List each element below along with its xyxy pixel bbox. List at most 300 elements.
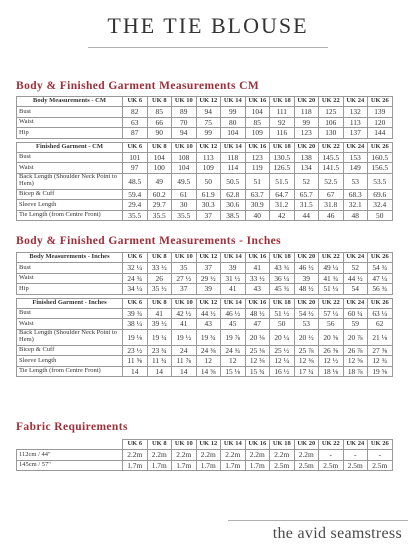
row-label: Hip [17, 284, 123, 294]
measurement-value: 34 ¼ [123, 284, 148, 294]
measurement-value: 20 ⅝ [319, 329, 344, 345]
size-header: UK 6 [123, 440, 148, 450]
size-header: UK 22 [319, 253, 344, 263]
row-label: Waist [17, 273, 123, 283]
measurement-value: 134 [294, 163, 319, 173]
measurement-value: 45 [221, 319, 246, 329]
measurement-value: 41 ¾ [319, 273, 344, 283]
header-blank [17, 440, 123, 450]
measurement-value: 1.7m [147, 460, 172, 470]
measurement-value: 52 [343, 263, 368, 273]
measurement-value: 16 ½ [270, 366, 295, 376]
table-row [17, 284, 393, 294]
measurement-value: 47 [245, 319, 270, 329]
measurement-value: 19 ⅛ [123, 329, 148, 345]
size-header: UK 14 [221, 253, 246, 263]
row-label: 112cm / 44" [17, 450, 123, 460]
measurement-value: 54 ½ [294, 308, 319, 318]
measurement-value: 12 ¾ [368, 356, 393, 366]
measurement-value: 19 ¼ [147, 329, 172, 345]
table-row [17, 460, 393, 470]
header-label: Finished Garment - CM [17, 142, 123, 152]
row-label: Hip [17, 128, 123, 138]
measurement-value: - [343, 450, 368, 460]
measurement-value: 109 [196, 163, 221, 173]
measurement-value: 57 ¼ [319, 308, 344, 318]
size-header: UK 14 [221, 142, 246, 152]
row-label: Bicep & Cuff [17, 189, 123, 199]
measurement-value: 109 [245, 128, 270, 138]
measurement-value: 35 ½ [147, 284, 172, 294]
measurement-value: 106 [319, 117, 344, 127]
section-title-inches: Body & Finished Garment Measurements - Inches [16, 235, 282, 247]
measurement-value: 80 [221, 117, 246, 127]
size-header: UK 8 [147, 142, 172, 152]
measurement-value: 51 [245, 173, 270, 189]
measurement-value: 56 ¾ [368, 284, 393, 294]
size-header: UK 16 [245, 253, 270, 263]
footer-divider [228, 520, 408, 521]
size-header: UK 14 [221, 298, 246, 308]
measurement-value: 24 ¾ [123, 273, 148, 283]
measurement-value: 104 [245, 107, 270, 117]
measurement-value: 24 [172, 345, 197, 355]
size-header: UK 24 [343, 97, 368, 107]
row-label: Bicep & Cuff [17, 345, 123, 355]
measurement-value: 37 [196, 263, 221, 273]
measurement-value: 30 [172, 200, 197, 210]
measurement-value: 1.7m [123, 460, 148, 470]
measurement-value: 60 ¼ [343, 308, 368, 318]
measurement-value: - [319, 450, 344, 460]
measurement-value: 120 [368, 117, 393, 127]
measurement-value: 85 [147, 107, 172, 117]
measurement-value: 2.2m [147, 450, 172, 460]
measurement-value: 18 ⅛ [319, 366, 344, 376]
header-label: Body Measurements - Inches [17, 253, 123, 263]
table-row [17, 173, 393, 189]
measurement-value: 33 ½ [245, 273, 270, 283]
size-header: UK 12 [196, 97, 221, 107]
measurement-value: 1.7m [196, 460, 221, 470]
measurement-value: 62.8 [221, 189, 246, 199]
measurement-value: 2.5m [319, 460, 344, 470]
table-row [17, 128, 393, 138]
measurement-value: 27 ½ [172, 273, 197, 283]
measurement-value: 56 [319, 319, 344, 329]
measurement-value: 59.4 [123, 189, 148, 199]
table-row [17, 152, 393, 162]
measurement-value: 25 ⅛ [245, 345, 270, 355]
size-header: UK 16 [245, 440, 270, 450]
measurement-value: 39 ½ [147, 319, 172, 329]
measurement-value: 63.7 [245, 189, 270, 199]
row-label: Tie Length (from Centre Front) [17, 366, 123, 376]
measurement-value: 20 ½ [294, 329, 319, 345]
table-header-row [17, 253, 393, 263]
measurement-value: 11 ⅝ [123, 356, 148, 366]
measurement-value: 118 [221, 152, 246, 162]
table-row [17, 107, 393, 117]
measurement-value: 12 ¼ [270, 356, 295, 366]
measurement-value: 99 [294, 117, 319, 127]
row-label: Waist [17, 319, 123, 329]
page-title: THE TIE BLOUSE [107, 13, 309, 38]
measurement-value: 69.6 [368, 189, 393, 199]
measurement-value: 32.1 [343, 200, 368, 210]
measurement-value: 49.5 [172, 173, 197, 189]
measurement-value: 48 ½ [294, 284, 319, 294]
measurement-value: 82 [123, 107, 148, 117]
table-row [17, 329, 393, 345]
measurement-value: 113 [343, 117, 368, 127]
measurement-value: 50 [270, 319, 295, 329]
measurement-value: 14 [147, 366, 172, 376]
measurement-value: 130 [319, 128, 344, 138]
measurement-value: 48 ½ [245, 308, 270, 318]
measurement-value: 44 ½ [196, 308, 221, 318]
table-row [17, 210, 393, 220]
measurement-value: 18 ⅞ [343, 366, 368, 376]
measurement-value: 138 [294, 152, 319, 162]
row-label: Bust [17, 152, 123, 162]
measurement-value: 153 [343, 152, 368, 162]
measurement-value: 12 [221, 356, 246, 366]
size-header: UK 20 [294, 97, 319, 107]
measurement-value: 24 ¾ [221, 345, 246, 355]
measurement-value: 63 ¼ [368, 308, 393, 318]
measurement-value: 94 [172, 128, 197, 138]
measurement-value: 87 [123, 128, 148, 138]
measurement-value: 11 ⅞ [172, 356, 197, 366]
row-label: Waist [17, 163, 123, 173]
measurement-value: 15 ⅛ [221, 366, 246, 376]
measurement-value: 14 [172, 366, 197, 376]
measurement-value: 94 [196, 107, 221, 117]
measurement-value: 51 ½ [270, 308, 295, 318]
measurement-value: 42 [270, 210, 295, 220]
size-header: UK 8 [147, 97, 172, 107]
measurement-value: 2.2m [294, 450, 319, 460]
size-header: UK 12 [196, 253, 221, 263]
measurement-value: 24 ⅜ [196, 345, 221, 355]
measurement-value: 12 ½ [319, 356, 344, 366]
size-header: UK 20 [294, 142, 319, 152]
measurement-value: 2.2m [123, 450, 148, 460]
row-label: Tie Length (from Centre Front) [17, 210, 123, 220]
measurement-value: 41 [147, 308, 172, 318]
size-header: UK 24 [343, 253, 368, 263]
measurement-value: 1.7m [221, 460, 246, 470]
size-header: UK 24 [343, 440, 368, 450]
size-header: UK 26 [368, 97, 393, 107]
size-header: UK 12 [196, 440, 221, 450]
row-label: Sleeve Length [17, 356, 123, 366]
table-row [17, 200, 393, 210]
measurement-value: 130.5 [270, 152, 295, 162]
measurement-value: 51.5 [270, 173, 295, 189]
size-header: UK 22 [319, 97, 344, 107]
size-header: UK 22 [319, 440, 344, 450]
table-row [17, 450, 393, 460]
measurement-value: 38.5 [221, 210, 246, 220]
measurement-value: 36 ¼ [270, 273, 295, 283]
table-row [17, 366, 393, 376]
table-row [17, 345, 393, 355]
measurement-value: 31.5 [294, 200, 319, 210]
row-label: Back Length (Shoulder Neck Point to Hem) [17, 173, 123, 189]
measurement-value: 43 ¾ [270, 263, 295, 273]
measurement-value: 37 [172, 284, 197, 294]
size-header: UK 6 [123, 142, 148, 152]
row-label: Back Length (Shoulder Neck Point to Hem) [17, 329, 123, 345]
measurement-value: 27 ⅜ [368, 345, 393, 355]
size-header: UK 22 [319, 142, 344, 152]
measurement-value: 156.5 [368, 163, 393, 173]
size-header: UK 18 [270, 142, 295, 152]
measurement-value: 113 [196, 152, 221, 162]
measurement-value: 99 [221, 107, 246, 117]
size-header: UK 12 [196, 142, 221, 152]
measurement-value: 32 ¼ [123, 263, 148, 273]
measurement-value: 2.2m [196, 450, 221, 460]
measurement-value: 25 ⅞ [294, 345, 319, 355]
measurement-value: 123 [245, 152, 270, 162]
size-header: UK 10 [172, 440, 197, 450]
measurement-value: 15 ¾ [245, 366, 270, 376]
measurement-value: 75 [196, 117, 221, 127]
measurement-value: 29 ½ [196, 273, 221, 283]
table-header-row [17, 142, 393, 152]
measurement-value: 43 [245, 284, 270, 294]
measurement-value: 41 [221, 284, 246, 294]
measurement-value: 132 [343, 107, 368, 117]
size-header: UK 20 [294, 253, 319, 263]
measurement-value: 19 ¾ [196, 329, 221, 345]
measurement-value: 12 ⅜ [294, 356, 319, 366]
table-row [17, 163, 393, 173]
measurement-value: 62 [368, 319, 393, 329]
table-row [17, 263, 393, 273]
size-header: UK 18 [270, 253, 295, 263]
measurement-value: 2.5m [368, 460, 393, 470]
measurement-value: 114 [221, 163, 246, 173]
size-header: UK 6 [123, 97, 148, 107]
measurement-value: 2.2m [245, 450, 270, 460]
measurement-value: 63 [123, 117, 148, 127]
table-header-row [17, 298, 393, 308]
measurement-value: 17 ¼ [294, 366, 319, 376]
measurement-value: 97 [123, 163, 148, 173]
measurement-value: 30.9 [245, 200, 270, 210]
measurement-value: 46 ½ [221, 308, 246, 318]
size-header: UK 8 [147, 298, 172, 308]
measurement-value: 42 ½ [172, 308, 197, 318]
measurement-value: 37 [196, 210, 221, 220]
measurement-value: 92 [270, 117, 295, 127]
cm-measurements-table [16, 96, 393, 221]
measurement-value: 21 ⅛ [368, 329, 393, 345]
size-header: UK 18 [270, 298, 295, 308]
table-row [17, 319, 393, 329]
measurement-value: 45 ¾ [270, 284, 295, 294]
row-label: Sleeve Length [17, 200, 123, 210]
measurement-value: 125 [319, 107, 344, 117]
size-header: UK 12 [196, 298, 221, 308]
measurement-value: 2.2m [270, 450, 295, 460]
measurement-value: 53 [343, 173, 368, 189]
measurement-value: 68.3 [343, 189, 368, 199]
measurement-value: 51 ¼ [319, 284, 344, 294]
measurement-value: 85 [245, 117, 270, 127]
measurement-value: 49 ¼ [319, 263, 344, 273]
measurement-value: 20 ⅛ [245, 329, 270, 345]
header-label: Body Measurements - CM [17, 97, 123, 107]
measurement-value: 59 [343, 319, 368, 329]
measurement-value: 104 [172, 163, 197, 173]
measurement-value: 137 [343, 128, 368, 138]
measurement-value: 20 ¼ [270, 329, 295, 345]
size-header: UK 18 [270, 440, 295, 450]
measurement-value: 31.8 [319, 200, 344, 210]
measurement-value: 19 ⅝ [368, 366, 393, 376]
measurement-value: 50.5 [221, 173, 246, 189]
table-row [17, 117, 393, 127]
measurement-value: 41 [245, 263, 270, 273]
measurement-value: 29.7 [147, 200, 172, 210]
measurement-value: 61.9 [196, 189, 221, 199]
table-row [17, 356, 393, 366]
size-header: UK 26 [368, 440, 393, 450]
measurement-value: 139 [368, 107, 393, 117]
row-label: Bust [17, 107, 123, 117]
inches-measurements-table [16, 252, 393, 377]
measurement-value: 44 [294, 210, 319, 220]
measurement-value: 104 [221, 128, 246, 138]
size-header: UK 8 [147, 440, 172, 450]
measurement-value: 26 ⅞ [343, 345, 368, 355]
measurement-value: 11 ¾ [147, 356, 172, 366]
measurement-value: 149 [343, 163, 368, 173]
measurement-value: 26 ⅜ [319, 345, 344, 355]
measurement-value: 141.5 [319, 163, 344, 173]
size-header: UK 26 [368, 142, 393, 152]
measurement-value: 52.5 [319, 173, 344, 189]
measurement-value: 19 ½ [172, 329, 197, 345]
measurement-value: 119 [245, 163, 270, 173]
table-row [17, 273, 393, 283]
measurement-value: 30.6 [221, 200, 246, 210]
table-header-row [17, 97, 393, 107]
measurement-value: 90 [147, 128, 172, 138]
measurement-value: 2.5m [294, 460, 319, 470]
measurement-value: 44 ½ [343, 273, 368, 283]
measurement-value: 101 [123, 152, 148, 162]
measurement-value: 39 [294, 273, 319, 283]
measurement-value: 52 [294, 173, 319, 189]
measurement-value: 35.5 [123, 210, 148, 220]
measurement-value: 66 [147, 117, 172, 127]
measurement-value: 26 [147, 273, 172, 283]
measurement-value: 65.7 [294, 189, 319, 199]
size-header: UK 10 [172, 142, 197, 152]
size-header: UK 16 [245, 97, 270, 107]
brand-footer: the avid seamstress [272, 525, 402, 542]
table-row [17, 189, 393, 199]
measurement-value: 19 ⅞ [221, 329, 246, 345]
size-header: UK 14 [221, 440, 246, 450]
measurement-value: 47 ¼ [368, 273, 393, 283]
fabric-requirements-table [16, 439, 393, 471]
measurement-value: 118 [294, 107, 319, 117]
size-header: UK 18 [270, 97, 295, 107]
measurement-value: 23 ½ [123, 345, 148, 355]
size-header: UK 14 [221, 97, 246, 107]
measurement-value: 46 [319, 210, 344, 220]
measurement-value: 111 [270, 107, 295, 117]
measurement-value: 64.7 [270, 189, 295, 199]
size-header: UK 24 [343, 298, 368, 308]
measurement-value: 2.5m [343, 460, 368, 470]
measurement-value: 12 ⅛ [245, 356, 270, 366]
measurement-value: 50 [196, 173, 221, 189]
measurement-value: 41 [172, 319, 197, 329]
measurement-value: 49 [147, 173, 172, 189]
measurement-value: 108 [172, 152, 197, 162]
measurement-value: 144 [368, 128, 393, 138]
size-header: UK 10 [172, 298, 197, 308]
measurement-value: 50 [368, 210, 393, 220]
size-header: UK 8 [147, 253, 172, 263]
row-label: 145cm / 57" [17, 460, 123, 470]
table-header-row [17, 440, 393, 450]
measurement-value: 1.7m [245, 460, 270, 470]
measurement-value: 2.2m [172, 450, 197, 460]
measurement-value: 1.7m [172, 460, 197, 470]
measurement-value: 160.5 [368, 152, 393, 162]
measurement-value: 35.5 [147, 210, 172, 220]
measurement-value: 2.2m [221, 450, 246, 460]
measurement-value: 43 [196, 319, 221, 329]
row-label: Waist [17, 117, 123, 127]
measurement-value: 46 ½ [294, 263, 319, 273]
measurement-value: 53.5 [368, 173, 393, 189]
row-label: Bust [17, 263, 123, 273]
measurement-value: 2.5m [270, 460, 295, 470]
size-header: UK 26 [368, 253, 393, 263]
size-header: UK 10 [172, 97, 197, 107]
measurement-value: 48 [343, 210, 368, 220]
section-title-fabric: Fabric Requirements [16, 421, 128, 433]
measurement-value: 23 ¾ [147, 345, 172, 355]
measurement-value: 39 ¾ [123, 308, 148, 318]
section-title-cm: Body & Finished Garment Measurements CM [16, 80, 260, 92]
size-header: UK 16 [245, 298, 270, 308]
size-header: UK 20 [294, 298, 319, 308]
header-label: Finished Garment - Inches [17, 298, 123, 308]
measurement-value: 61 [172, 189, 197, 199]
row-label: Bust [17, 308, 123, 318]
size-header: UK 20 [294, 440, 319, 450]
measurement-value: 35.5 [172, 210, 197, 220]
measurement-value: 60.2 [147, 189, 172, 199]
measurement-value: 116 [270, 128, 295, 138]
measurement-value: 54 ¾ [368, 263, 393, 273]
measurement-value: 53 [294, 319, 319, 329]
measurement-value: 12 ⅝ [343, 356, 368, 366]
measurement-value: 14 ⅝ [196, 366, 221, 376]
measurement-value: 31 ½ [221, 273, 246, 283]
